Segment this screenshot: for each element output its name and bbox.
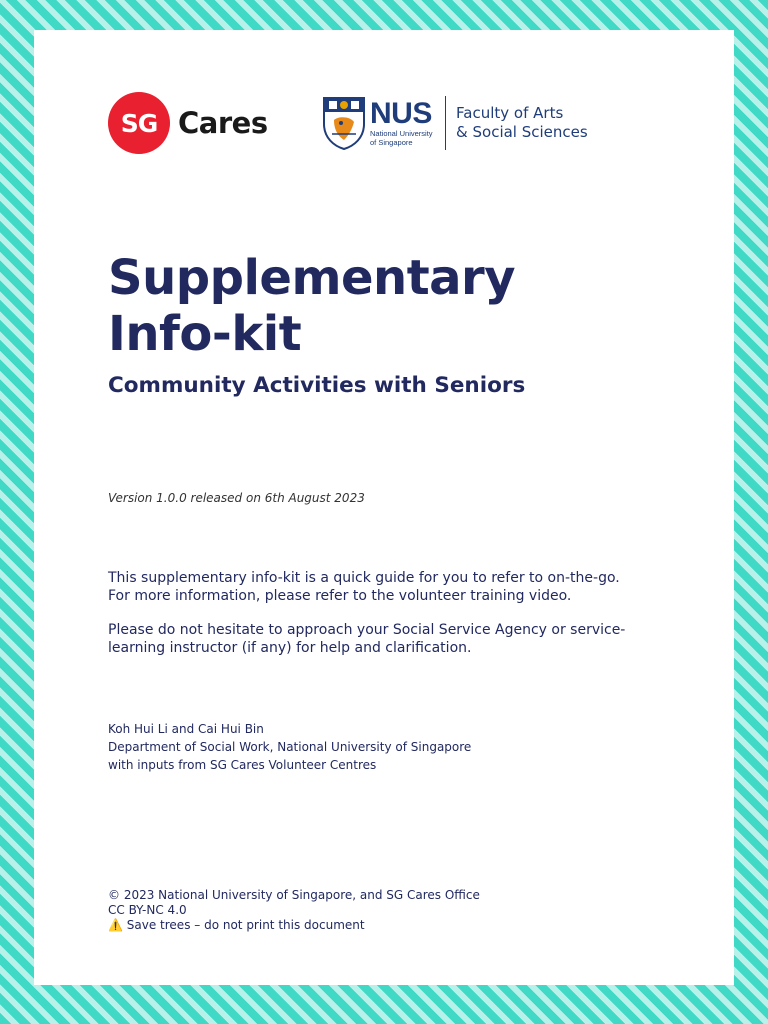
nus-name-line2: of Singapore bbox=[370, 138, 413, 147]
nus-name-line1: National University bbox=[370, 129, 433, 138]
nus-acronym: NUS bbox=[370, 97, 432, 130]
intro-p2-line2: learning instructor (if any) for help and clarification. bbox=[108, 639, 472, 656]
faculty-line1: Faculty of Arts bbox=[456, 104, 564, 122]
document-subtitle: Community Activities with Seniors bbox=[108, 373, 526, 398]
warning-icon: ⚠️ bbox=[108, 918, 123, 932]
sg-cares-wordmark: Cares bbox=[178, 106, 268, 140]
intro-p1-line2: For more information, please refer to the volunteer training video. bbox=[108, 587, 572, 604]
author-inputs: with inputs from SG Cares Volunteer Centres bbox=[108, 758, 377, 772]
document-title bbox=[108, 250, 668, 362]
nus-wordmark bbox=[370, 99, 433, 147]
footer-block bbox=[108, 888, 480, 933]
save-trees-text: Save trees – do not print this document bbox=[126, 918, 365, 932]
authors-block bbox=[108, 720, 471, 774]
license-text: CC BY-NC 4.0 bbox=[108, 903, 187, 917]
copyright-notice: © 2023 National University of Singapore, and SG Cares Office bbox=[108, 888, 480, 902]
title-line2: Info-kit bbox=[108, 306, 302, 362]
save-trees-note bbox=[108, 918, 480, 933]
faculty-line2: & Social Sciences bbox=[456, 123, 588, 141]
intro-p1-line1: This supplementary info-kit is a quick guide for you to refer to on-the-go. bbox=[108, 570, 620, 586]
intro-paragraph-2 bbox=[108, 622, 668, 657]
title-line1: Supplementary bbox=[108, 250, 516, 306]
author-names: Koh Hui Li and Cai Hui Bin bbox=[108, 722, 264, 736]
version-note: Version 1.0.0 released on 6th August 2023 bbox=[108, 491, 365, 505]
cover-page bbox=[34, 30, 734, 985]
intro-paragraph-1 bbox=[108, 570, 668, 605]
author-department: Department of Social Work, National University of Singapore bbox=[108, 740, 472, 754]
intro-text bbox=[108, 570, 668, 674]
logo-divider bbox=[445, 96, 447, 150]
logo-bar bbox=[108, 92, 648, 156]
intro-p2-line1: Please do not hesitate to approach your Social Service Agency or service- bbox=[108, 622, 626, 638]
faculty-name bbox=[456, 104, 588, 142]
sg-cares-logo bbox=[108, 92, 268, 154]
sg-logo-circle: SG bbox=[108, 92, 170, 154]
nus-logo bbox=[322, 96, 588, 150]
nus-crest-icon bbox=[322, 96, 366, 150]
